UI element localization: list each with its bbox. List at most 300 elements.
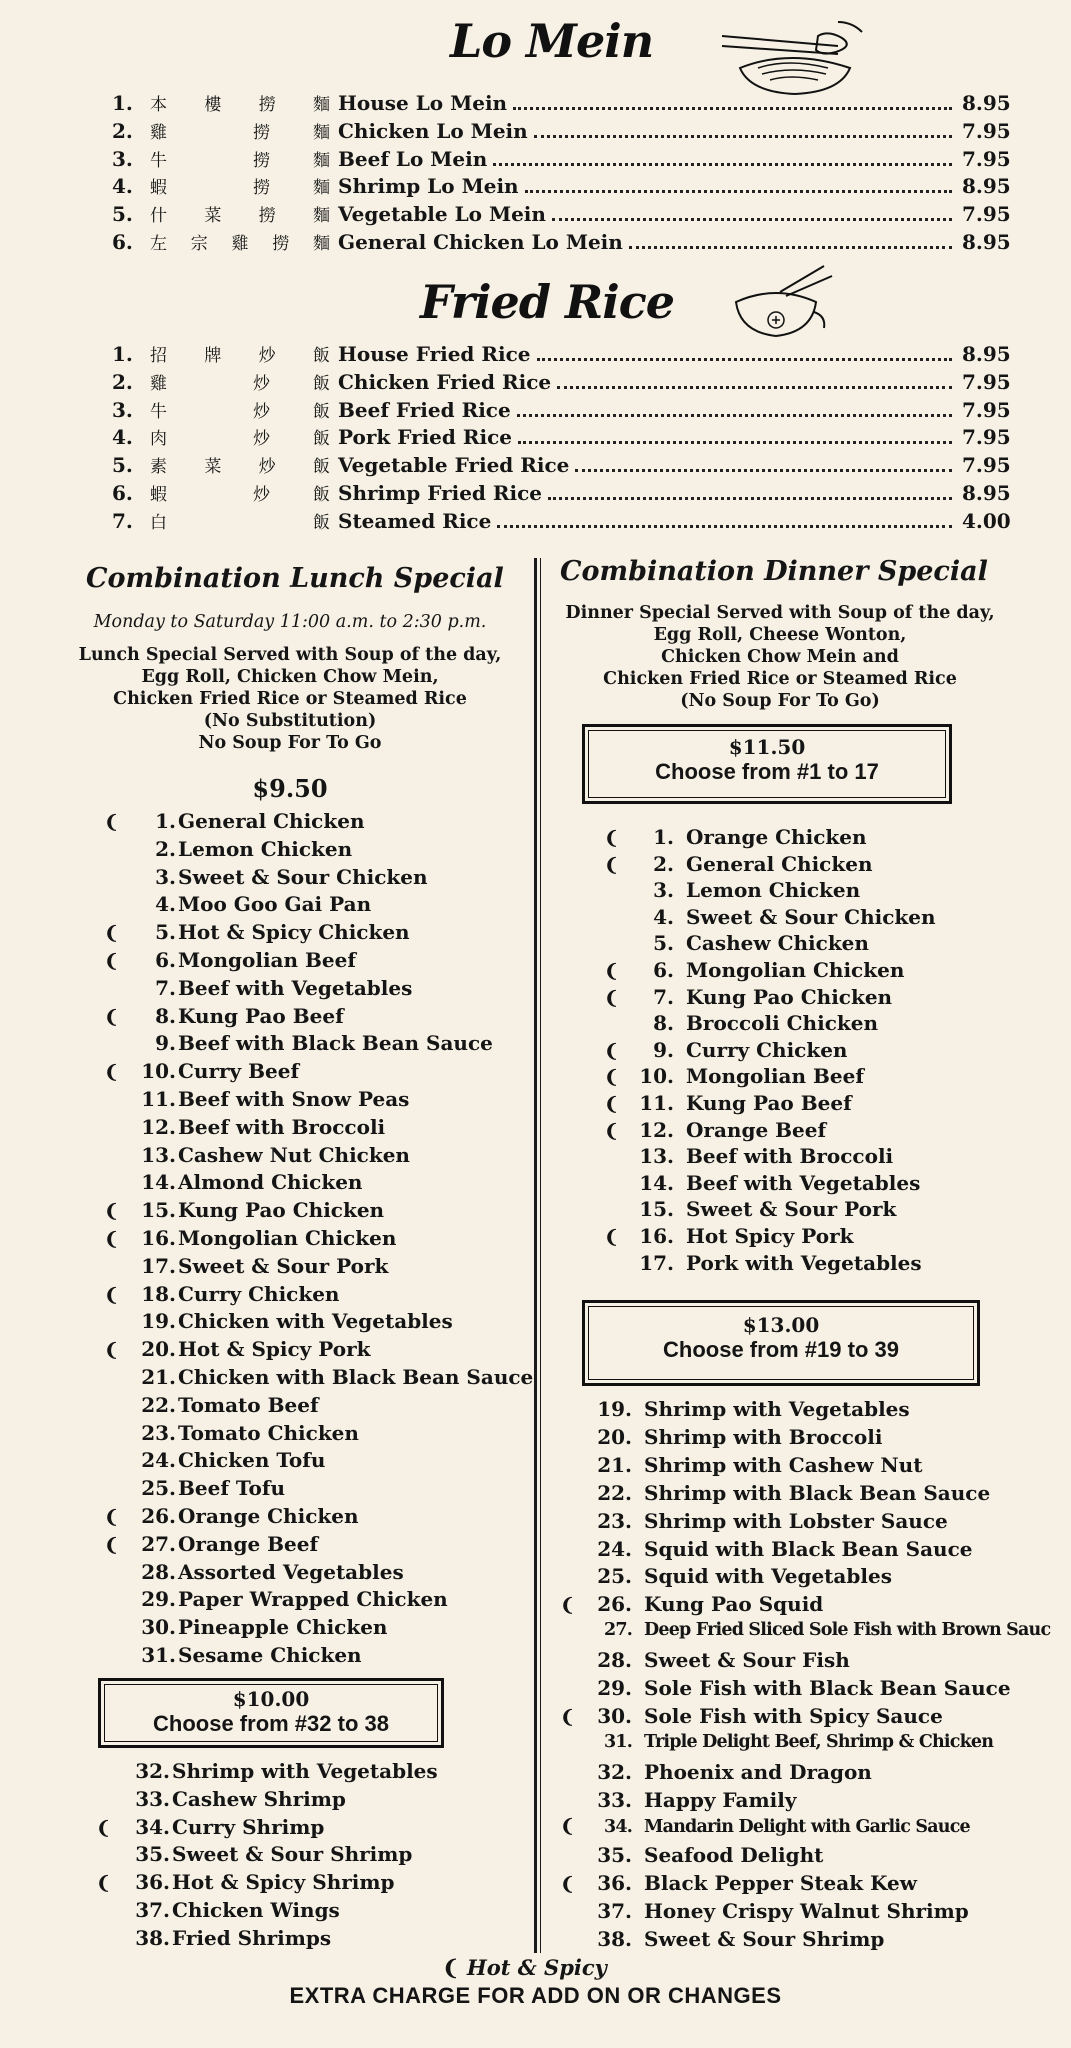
description-line: Chicken Fried Rice or Steamed Rice [113, 689, 467, 709]
item-number: 27. [141, 1531, 176, 1556]
menu-row [112, 369, 1011, 397]
chinese-name [150, 118, 338, 143]
menu-item [104, 948, 356, 975]
item-name: House Lo Mein [338, 91, 508, 115]
item-number: 26. [597, 1592, 632, 1617]
menu-row [112, 229, 1011, 257]
menu-item [560, 1732, 993, 1759]
item-name: Hot & Spicy Chicken [178, 920, 410, 945]
dot-leader [629, 246, 952, 249]
item-number: 6. [112, 481, 133, 505]
chili-pepper-icon: ❨ [560, 1874, 576, 1896]
item-number: 26. [141, 1504, 176, 1528]
chinese-char: 樓 [204, 95, 222, 115]
menu-item [560, 1816, 970, 1843]
item-number: 28. [141, 1559, 176, 1584]
chinese-char: 撈 [272, 234, 290, 254]
hot-spicy-legend [442, 1955, 607, 1980]
item-name: Lemon Chicken [686, 878, 861, 903]
menu-item [104, 1004, 344, 1031]
menu-item [104, 1198, 384, 1225]
menu-item [560, 1620, 1050, 1647]
item-name: Shrimp with Lobster Sauce [644, 1508, 948, 1533]
item-name: Cashew Chicken [686, 931, 869, 956]
menu-item [604, 958, 904, 985]
menu-item [560, 1871, 917, 1898]
item-name: Shrimp with Cashew Nut [644, 1452, 923, 1477]
item-number: 28. [597, 1648, 632, 1673]
lunch-price: $9.50 [252, 774, 328, 803]
item-name: Beef Fried Rice [338, 397, 511, 422]
item-name: Kung Pao Beef [686, 1091, 852, 1115]
item-number: 36. [135, 1870, 170, 1895]
menu-item [104, 1254, 388, 1281]
chinese-char: 炒 [253, 485, 270, 505]
chili-pepper-icon: ❨ [604, 828, 620, 849]
item-name: Happy Family [644, 1787, 797, 1812]
chinese-name [150, 452, 338, 477]
menu-item [560, 1760, 872, 1787]
item-name: Chicken with Vegetables [178, 1309, 453, 1334]
item-number: 12. [639, 1117, 674, 1142]
menu-item [604, 1038, 847, 1065]
chili-pepper-icon: ❨ [104, 1340, 120, 1362]
chinese-char: 飯 [313, 429, 330, 450]
description-line: No Soup For To Go [198, 733, 382, 753]
menu-item [104, 1476, 285, 1503]
item-name: Mandarin Delight with Garlic Sauce [644, 1816, 970, 1837]
menu-item [104, 1365, 533, 1392]
item-number: 37. [597, 1899, 632, 1924]
menu-row [112, 118, 1011, 146]
item-number: 14. [639, 1170, 674, 1195]
item-number: 10. [639, 1064, 674, 1089]
item-number: 13. [639, 1144, 674, 1169]
chili-pepper-icon: ❨ [96, 1873, 112, 1895]
menu-item [104, 920, 410, 947]
item-number: 38. [135, 1925, 170, 1950]
menu-item [604, 1091, 852, 1118]
item-number: 20. [597, 1424, 632, 1449]
item-name: Broccoli Chicken [686, 1011, 878, 1036]
item-name: Hot Spicy Pork [686, 1224, 854, 1248]
item-number: 23. [141, 1420, 176, 1445]
chinese-char: 飯 [312, 457, 330, 478]
item-name: Orange Beef [686, 1117, 827, 1142]
chinese-name [150, 90, 338, 115]
dot-leader [497, 525, 952, 528]
chinese-char: 蝦 [150, 485, 167, 505]
chinese-char: 肉 [150, 429, 167, 450]
item-name: Chicken Tofu [178, 1448, 326, 1473]
menu-item [104, 1421, 359, 1448]
item-name: General Chicken Lo Mein [338, 230, 623, 254]
item-name: Sweet & Sour Pork [178, 1253, 389, 1278]
chili-pepper-icon: ❨ [96, 1817, 112, 1839]
menu-item [604, 1118, 826, 1145]
menu-item [104, 1170, 362, 1197]
item-name: Kung Pao Chicken [686, 984, 893, 1009]
item-name: Sweet & Sour Chicken [686, 904, 936, 929]
description-line: Chicken Fried Rice or Steamed Rice [603, 669, 957, 689]
item-number: 7. [112, 508, 133, 533]
item-name: Curry Shrimp [172, 1814, 325, 1839]
item-name: Cashew Shrimp [172, 1786, 346, 1811]
dinner-price-box-13 [582, 1300, 980, 1386]
item-number: 19. [597, 1397, 632, 1421]
item-name: Shrimp Lo Mein [338, 174, 519, 199]
item-number: 11. [639, 1091, 674, 1115]
item-number: 31. [141, 1643, 176, 1667]
item-number: 6. [653, 958, 674, 982]
menu-item [604, 878, 860, 905]
chili-pepper-icon: ❨ [560, 1595, 576, 1617]
item-number: 20. [141, 1337, 176, 1362]
chinese-char: 白 [150, 512, 167, 533]
chili-pepper-icon: ❨ [560, 1815, 575, 1837]
item-name: Kung Pao Squid [644, 1592, 824, 1617]
item-name: Orange Beef [178, 1531, 319, 1556]
menu-item [104, 837, 352, 864]
item-price: 8.95 [962, 91, 1011, 115]
description-line: (No Substitution) [203, 711, 377, 731]
item-name: Kung Pao Chicken [178, 1198, 385, 1223]
item-number: 8. [653, 1011, 674, 1036]
chinese-char: 飯 [313, 485, 330, 505]
dot-leader [517, 414, 952, 417]
item-price: 7.95 [962, 397, 1011, 422]
menu-item [604, 1011, 878, 1038]
item-number: 30. [597, 1703, 632, 1728]
menu-item [104, 865, 428, 892]
menu-item [104, 1615, 387, 1642]
chinese-char: 炒 [258, 346, 276, 366]
price-box-range: Choose from #1 to 17 [655, 759, 879, 784]
item-number: 15. [639, 1197, 674, 1222]
chinese-char: 左 [150, 234, 167, 254]
menu-item [104, 1393, 319, 1420]
item-number: 1. [112, 91, 133, 115]
item-name: Beef Tofu [178, 1476, 285, 1501]
dinner-special-title: Combination Dinner Special [560, 556, 988, 587]
item-number: 34. [603, 1816, 632, 1837]
chili-pepper-icon: ❨ [104, 1201, 120, 1223]
dot-leader [534, 135, 952, 138]
item-number: 34. [135, 1814, 170, 1839]
item-name: Beef with Broccoli [686, 1144, 894, 1169]
item-name: Honey Crispy Walnut Shrimp [644, 1899, 969, 1924]
chili-pepper-icon: ❨ [604, 987, 620, 1009]
item-name: Beef with Broccoli [178, 1114, 386, 1139]
menu-item [96, 1898, 340, 1925]
menu-item [96, 1787, 346, 1814]
item-number: 12. [141, 1114, 176, 1139]
item-number: 5. [653, 931, 674, 956]
item-name: Phoenix and Dragon [644, 1759, 872, 1784]
description-line: Egg Roll, Cheese Wonton, [653, 625, 907, 645]
item-name: Mongolian Beef [178, 948, 356, 972]
chinese-char: 麵 [312, 95, 330, 115]
item-number: 23. [597, 1508, 632, 1533]
item-name: Paper Wrapped Chicken [178, 1587, 448, 1612]
item-name: General Chicken [686, 851, 873, 876]
dot-leader [548, 497, 952, 500]
menu-item [560, 1453, 922, 1480]
item-name: Seafood Delight [644, 1843, 824, 1868]
fried-rice-title: Fried Rice [420, 275, 674, 329]
item-name: Orange Chicken [686, 825, 867, 849]
chili-pepper-icon: ❨ [104, 1534, 120, 1556]
menu-item [104, 1504, 359, 1531]
menu-item [104, 1087, 409, 1114]
chinese-char: 雞 [231, 234, 249, 254]
item-name: Shrimp with Vegetables [172, 1759, 438, 1783]
chili-pepper-icon: ❨ [604, 1120, 620, 1142]
lunch-special-title: Combination Lunch Special [86, 563, 504, 594]
item-name: Beef with Vegetables [686, 1170, 921, 1195]
chili-pepper-icon: ❨ [104, 951, 120, 972]
chinese-char: 雞 [150, 373, 167, 394]
menu-item [104, 976, 412, 1003]
chili-pepper-icon: ❨ [104, 1284, 120, 1306]
item-name: Sesame Chicken [178, 1643, 362, 1667]
menu-item [104, 892, 371, 919]
item-name: House Fried Rice [338, 342, 531, 366]
price-box-range: Choose from #32 to 38 [153, 1711, 389, 1736]
chinese-char: 什 [150, 206, 167, 227]
dot-leader [552, 218, 952, 221]
item-number: 3. [112, 146, 133, 171]
chinese-name [150, 146, 338, 171]
dot-leader [518, 441, 952, 444]
item-name: Assorted Vegetables [178, 1559, 404, 1584]
price-box-amount: $13.00 [742, 1313, 820, 1337]
menu-item [104, 1031, 493, 1058]
item-name: Moo Goo Gai Pan [178, 892, 372, 917]
dot-leader [525, 190, 952, 193]
menu-row [112, 341, 1011, 369]
item-number: 5. [112, 202, 133, 227]
item-number: 29. [141, 1587, 176, 1612]
menu-item [560, 1676, 1011, 1703]
item-number: 3. [653, 878, 674, 903]
item-number: 33. [135, 1786, 170, 1811]
menu-item [104, 1587, 448, 1614]
menu-item [604, 1171, 920, 1198]
chili-pepper-icon: ❨ [442, 1955, 460, 1980]
menu-item [560, 1704, 943, 1731]
menu-row [112, 508, 1011, 536]
rice-bowl-icon [728, 262, 838, 346]
item-price: 8.95 [962, 174, 1011, 199]
menu-row [112, 424, 1011, 452]
item-name: Chicken Fried Rice [338, 369, 552, 394]
chili-pepper-icon: ❨ [104, 1507, 120, 1528]
item-number: 2. [653, 851, 674, 876]
item-number: 6. [112, 230, 133, 254]
menu-item [104, 1448, 325, 1475]
menu-item [560, 1843, 823, 1870]
menu-item [560, 1564, 892, 1591]
item-name: Cashew Nut Chicken [178, 1142, 410, 1167]
chinese-char: 本 [150, 95, 167, 115]
item-name: Shrimp Fried Rice [338, 481, 543, 505]
menu-row [112, 201, 1011, 229]
menu-item [96, 1759, 438, 1786]
item-number: 18. [141, 1281, 176, 1306]
menu-item [96, 1870, 395, 1897]
item-name: Vegetable Lo Mein [338, 202, 546, 227]
chili-pepper-icon: ❨ [604, 1040, 620, 1062]
menu-item [560, 1509, 948, 1536]
item-number: 37. [135, 1898, 170, 1922]
chinese-char: 菜 [204, 457, 222, 478]
item-number: 38. [597, 1927, 632, 1952]
chinese-name [150, 201, 338, 226]
lo-mein-title: Lo Mein [450, 14, 654, 68]
menu-item [560, 1927, 884, 1954]
item-number: 36. [597, 1871, 632, 1896]
item-name: Deep Fried Sliced Sole Fish with Brown Sauc [644, 1620, 1051, 1641]
chinese-char: 飯 [312, 512, 330, 533]
item-number: 31. [603, 1731, 632, 1752]
chinese-char: 飯 [313, 401, 330, 422]
item-name: Mongolian Chicken [686, 958, 905, 982]
chili-pepper-icon: ❨ [104, 923, 120, 945]
item-name: Triple Delight Beef, Shrimp & Chicken [644, 1731, 994, 1752]
item-price: 8.95 [962, 230, 1011, 254]
chinese-char: 撈 [253, 122, 270, 143]
menu-item [104, 1643, 362, 1670]
chili-pepper-icon: ❨ [604, 854, 620, 876]
menu-item [560, 1481, 990, 1508]
item-name: Black Pepper Steak Kew [644, 1871, 917, 1896]
menu-row [112, 452, 1011, 480]
item-name: Beef with Vegetables [178, 975, 413, 1000]
price-box-range: Choose from #19 to 39 [663, 1337, 899, 1362]
menu-item [104, 1282, 339, 1309]
item-number: 2. [112, 369, 133, 394]
chinese-name [150, 508, 338, 533]
chinese-char: 飯 [313, 373, 330, 394]
item-number: 4. [112, 174, 133, 199]
item-name: General Chicken [178, 809, 365, 833]
chinese-name [150, 397, 338, 422]
item-number: 7. [155, 975, 176, 1000]
lunch-price-box-10 [98, 1678, 444, 1748]
chinese-name [150, 341, 338, 366]
chinese-char: 炒 [253, 401, 270, 422]
item-name: Shrimp with Black Bean Sauce [644, 1480, 991, 1505]
menu-item [604, 1224, 853, 1251]
item-number: 9. [155, 1031, 176, 1056]
chinese-char: 麵 [313, 178, 330, 199]
menu-item [560, 1397, 910, 1424]
item-number: 25. [141, 1476, 176, 1501]
item-name: Kung Pao Beef [178, 1003, 344, 1028]
item-number: 32. [135, 1759, 170, 1783]
item-name: Shrimp with Vegetables [644, 1397, 910, 1421]
item-number: 13. [141, 1142, 176, 1167]
item-name: Chicken Lo Mein [338, 118, 528, 143]
chinese-char: 炒 [258, 457, 276, 478]
description-line: Chicken Chow Mein and [661, 647, 899, 667]
chili-pepper-icon: ❨ [604, 1227, 620, 1248]
item-number: 16. [141, 1226, 176, 1250]
item-number: 4. [155, 892, 176, 917]
chinese-name [150, 173, 338, 198]
description-line: (No Soup For To Go) [680, 691, 880, 711]
chinese-char: 牛 [150, 401, 167, 422]
item-name: Lemon Chicken [178, 836, 353, 861]
chinese-char: 撈 [253, 178, 270, 199]
menu-item [604, 1251, 922, 1278]
item-name: Sweet & Sour Shrimp [644, 1927, 885, 1952]
item-name: Shrimp with Broccoli [644, 1424, 883, 1449]
menu-row [112, 146, 1011, 174]
item-number: 3. [112, 397, 133, 422]
menu-item [104, 1059, 299, 1086]
item-name: Sweet & Sour Shrimp [172, 1842, 413, 1867]
menu-item [104, 809, 364, 836]
menu-item [604, 1064, 864, 1091]
menu-item [560, 1425, 882, 1452]
menu-item [560, 1537, 972, 1564]
chili-pepper-icon: ❨ [104, 812, 120, 833]
item-number: 27. [603, 1620, 632, 1641]
item-price: 7.95 [962, 118, 1011, 143]
chinese-name [150, 229, 338, 254]
price-box-amount: $10.00 [232, 1687, 310, 1711]
item-number: 35. [597, 1843, 632, 1868]
menu-item [104, 1560, 404, 1587]
item-number: 4. [112, 425, 133, 450]
item-name: Sweet & Sour Fish [644, 1648, 850, 1673]
item-name: Orange Chicken [178, 1504, 359, 1528]
chili-pepper-icon: ❨ [604, 1094, 620, 1115]
menu-item [104, 1143, 410, 1170]
item-number: 2. [155, 836, 176, 861]
chili-pepper-icon: ❨ [604, 961, 620, 982]
chinese-char: 麵 [312, 206, 330, 227]
item-number: 30. [141, 1615, 176, 1640]
menu-item [96, 1815, 324, 1842]
chinese-char: 麵 [313, 150, 330, 171]
menu-item [604, 931, 869, 958]
chili-pepper-icon: ❨ [560, 1706, 576, 1728]
menu-item [604, 852, 872, 879]
item-name: Mongolian Beef [686, 1064, 864, 1089]
chinese-char: 素 [150, 457, 167, 478]
chinese-char: 宗 [190, 234, 208, 254]
item-name: Chicken Wings [172, 1898, 340, 1922]
item-name: Beef with Snow Peas [178, 1087, 410, 1111]
item-name: Vegetable Fried Rice [338, 453, 570, 478]
item-number: 11. [141, 1087, 176, 1111]
description-line: Lunch Special Served with Soup of the day, [78, 645, 502, 665]
item-number: 2. [112, 118, 133, 143]
item-number: 5. [155, 920, 176, 945]
menu-item [104, 1226, 396, 1253]
menu-item [104, 1115, 385, 1142]
item-number: 9. [653, 1037, 674, 1062]
chinese-char: 麵 [313, 234, 330, 254]
menu-item [560, 1648, 850, 1675]
menu-item [560, 1592, 823, 1619]
price-box-amount: $11.50 [728, 735, 806, 759]
item-name: Curry Chicken [178, 1281, 340, 1306]
chinese-char: 蝦 [150, 178, 167, 199]
